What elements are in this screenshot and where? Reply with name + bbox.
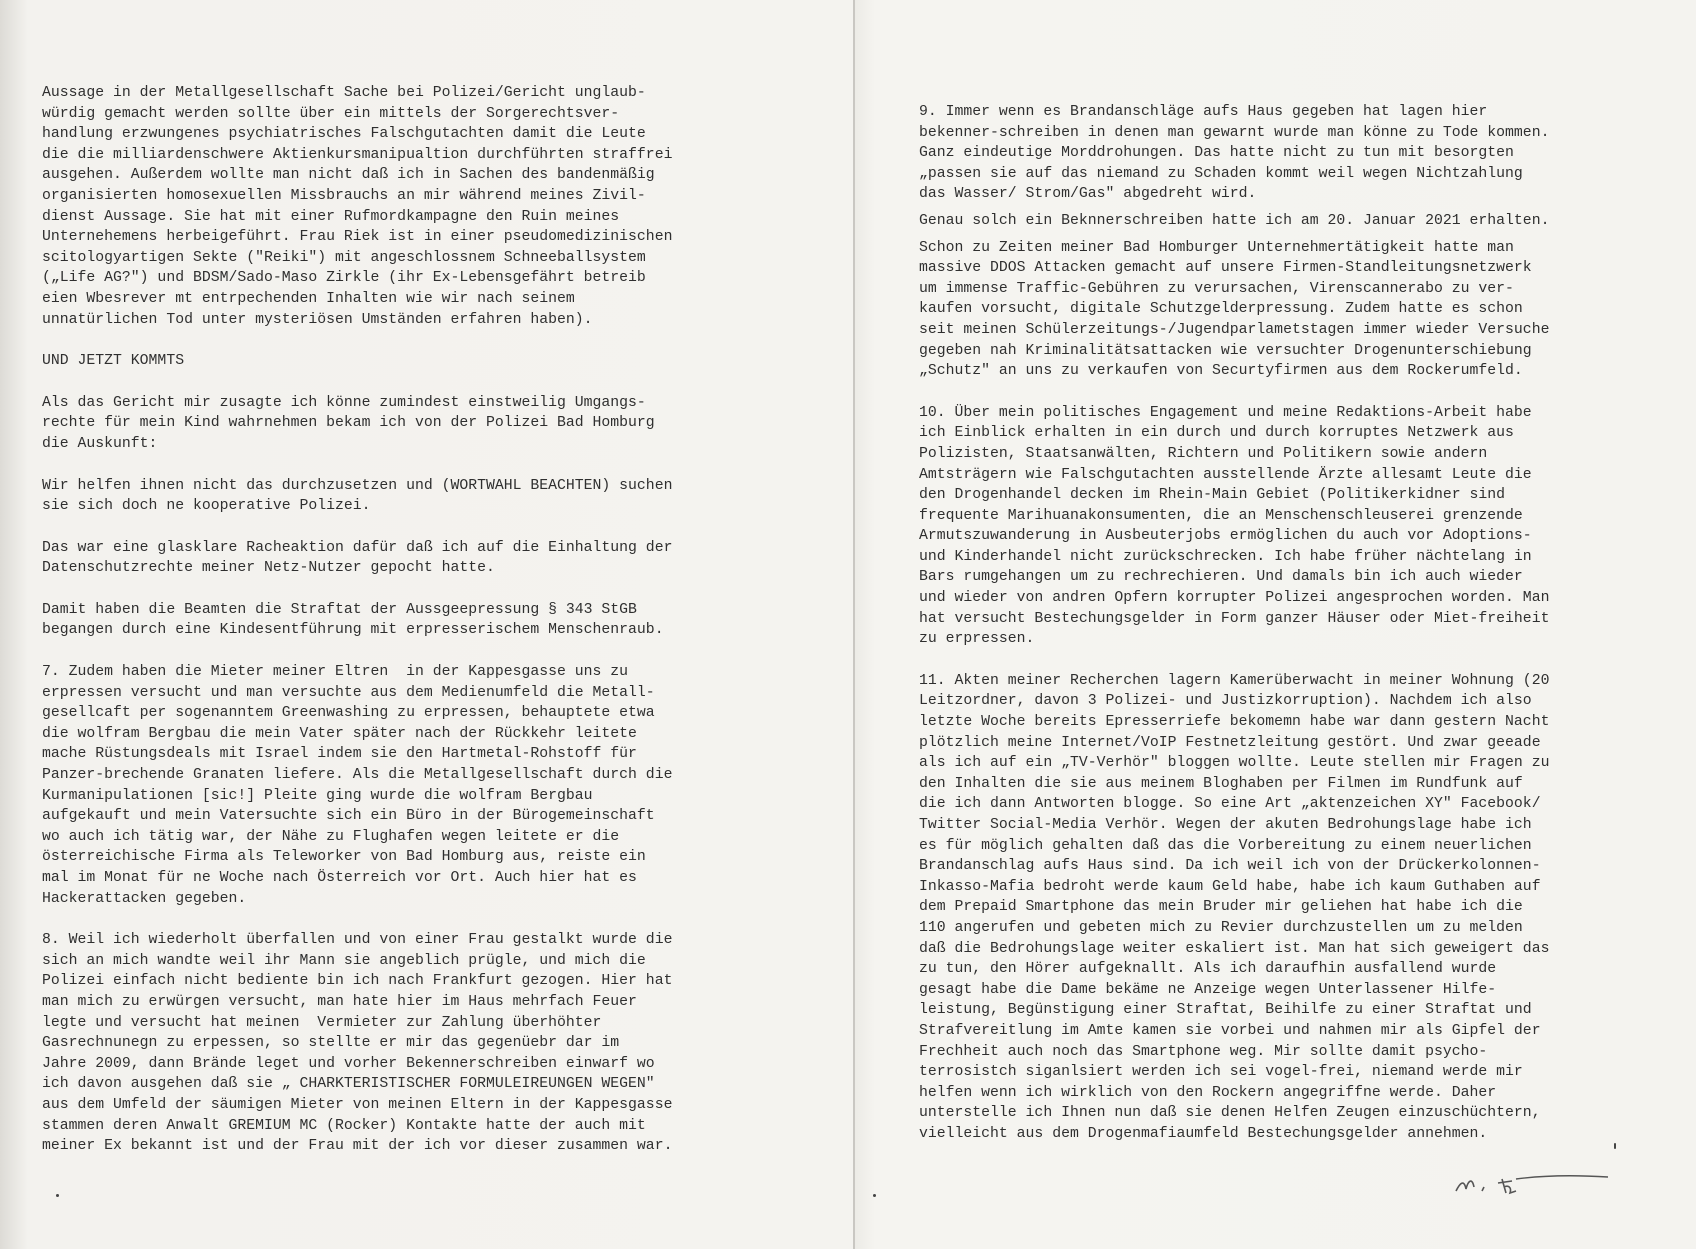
left-paragraph-statute: Damit haben die Beamten die Straftat der Aussgeepressung § 343 StGB begangen durch eine Kindesentführung mit erpresserischem Menschenraub.: [42, 601, 664, 639]
left-paragraph-point-7: 7. Zudem haben die Mieter meiner Eltren in der Kappesgasse uns zu erpressen versucht und man versuchte aus dem Medienumfeld die Metall- gesellcaft per sogenanntem Greenwashing zu erpressen, behauptete etwa die wolfram Bergbau die mein Vater später nach der Rückkehr leitete mache Rüstungsdeals mit Israel indem sie den Hartmetal-Rohstoff für Panzer-brechende Granaten liefere. Als die Metallgesellschaft durch die Kurmanipulationen [sic!] Pleite ging wurde die wolfram Bergbau aufgekauft und mein Vatersuchte sich ein Büro in der Bürogemeinschaft wo auch ich tätig war, der Nähe zu Flughafen wegen leitete er die österreichische Firma als Teleworker von Bad Homburg aus, reiste ein mal im Monat für ne Woche nach Österreich vor Ort. Auch hier hat es Hackerattacken gegeben.: [42, 664, 673, 907]
scan-speck: [873, 1194, 876, 1197]
right-paragraph-point-10: 10. Über mein politisches Engagement und meine Redaktions-Arbeit habe ich Einblick erhalten in ein durch und durch korruptes Netzwerk aus Polizisten, Staatsanwälten, Richtern und Politikern sowie andern Amtsträgern wie Falschgutachten ausstellende Ärzte allesamt Leute die den Drogenhandel decken im Rhein-Main Gebiet (Politikerkidner sind frequente Marihuanakonsumenten, die an Menschenschleuserei grenzende Armutszuwanderung in Ausbeuterjobs ermöglichen du auch vor Adoptions- und Kinderhandel nicht zurückschrecken. Ich habe früher nächtelang in Bars rumgehangen um zu rechrechieren. Und damals bin ich auch wieder und wieder von andren Opfern korrupter Polizei angesprochen worden. Man hat versucht Bestechungsgelder in Form ganzer Häuser oder Miet-freiheit zu erpressen.: [919, 404, 1550, 648]
left-paragraph-revenge: Das war eine glasklare Racheaktion dafür daß ich auf die Einhaltung der Datenschutzrechte meiner Netz-Nutzer gepocht hatte.: [42, 539, 673, 577]
right-paragraph-point-11: 11. Akten meiner Recherchen lagern Kamerüberwacht in meiner Wohnung (20 Leitzordner, davon 3 Polizei- und Justizkorruption). Nachdem ich also letzte Woche bereits Epresserriefe bekomemn habe war dann gestern Nacht plötzlich meine Internet/VoIP Festnetzleitung gestört. Und zwar geeade als ich auf ein „TV-Verhör" bloggen wollte. Leute stellen mir Fragen zu den Inhalten die sie aus meinem Bloghaben per Filmen im Rundfunk auf die ich dann Antworten blogge. So eine Art „aktenzeichen XY" Facebook/ Twitter Social-Media Verhör. Wegen der akuten Bedrohungslage habe ich es für möglich gehalten daß das die Vorbereitung zu einem neuerlichen Brandanschlag aufs Haus sind. Da ich weil ich von der Drückerkolonnen- Inkasso-Mafia bedroht werde kaum Geld habe, habe ich kaum Guthaben auf dem Prepaid Smartphone das mein Bruder mir geliehen hat habe ich die 110 angerufen und gebeten mich zu Revier durchzustellen um zu melden daß die Bedrohungslage weiter eskaliert ist. Man hat sich geweigert das zu tun, den Hörer aufgeknallt. Als ich daraufhin ausfallend wurde gesagt habe die Dame bekäme ne Anzeige wegen Unterlassener Hilfe- leistung, Begünstigung einer Straftat, Beihilfe zu einer Straftat und Strafvereitlung im Amte kamen sie vorbei und nahmen mir als Gipfel der Frechheit auch noch das Smartphone weg. Mir sollte damit psycho- terrosistch siganlsiert werden ich sei vogel-frei, niemand werde mir helfen wenn ich wirklich von den Rockern angegriffne werde. Daher unterstelle ich Ihnen nun daß sie denen Helfen Zeugen einzuschüchtern, vielleicht aus dem Drogenmafiaumfeld Bestechungsgelder annehmen.: [919, 672, 1550, 1142]
right-paragraph-point-9: 9. Immer wenn es Brandanschläge aufs Haus gegeben hat lagen hier bekenner-schreiben in denen man gewarnt wurde man könne zu Tode kommen. Ganz eindeutige Morddrohungen. Das hatte nicht zu tun mit besorgten „passen sie auf das niemand zu Schaden kommt weil wegen Nichtzahlung das Wasser/ Strom/Gas" abgedreht wird.: [919, 104, 1550, 203]
right-paragraph-ddos: Schon zu Zeiten meiner Bad Homburger Unternehmertätigkeit hatte man massive DDOS Attacken gemacht auf unsere Firmen-Standleitungsnetzwerk um immense Traffic-Gebühren zu verursachen, Virenscannerabo zu ver- kaufen vorsucht, digitale Schutzgelderpressung. Zudem hatte es schon seit meinen Schülerzeitungs-/Jugendparlametstagen immer wieder Versuche gegeben nah Kriminalitätsattacken wie versuchter Drogenunterschiebung „Schutz" an uns zu verkaufen von Securtyfirmen aus dem Rockerumfeld.: [919, 239, 1550, 380]
scan-speck: [56, 1194, 59, 1197]
left-paragraph-point-8: 8. Weil ich wiederholt überfallen und von einer Frau gestalkt wurde die sich an mich wandte weil ihr Mann sie angeblich prügle, und mich die Polizei einfach nicht bediente bin ich nach Frankfurt gezogen. Hier hat man mich zu erwürgen versucht, man hate hier im Haus mehrfach Feuer legte und versucht hat meinen Vermieter zur Zahlung überhöhter Gasrechnunegn zu erpessen, so stellte er mir das gegenüebr dar im Jahre 2009, dann Brände leget und vorher Bekennerschreiben einwarf wo ich davon ausgehen daß sie „ CHARKTERISTISCHER FORMULEIREUNGEN WEGEN" aus dem Umfeld der säumigen Mieter von meinen Eltern in der Kappesgasse stammen deren Anwalt GREMIUM MC (Rocker) Kontakte hatte der auch mit meiner Ex bekannt ist und der Frau mit der ich vor dieser zusammen war.: [42, 932, 673, 1155]
right-paragraph-letter-date: Genau solch ein Beknnerschreiben hatte ich am 20. Januar 2021 erhalten.: [919, 212, 1550, 229]
handwritten-signature: [1446, 1161, 1616, 1201]
left-paragraph-police-quote: Wir helfen ihnen nicht das durchzusetzen und (WORTWAHL BEACHTEN) suchen sie sich doch ne kooperative Polizei.: [42, 477, 673, 515]
heading-und-jetzt-kommts: UND JETZT KOMMTS: [42, 353, 185, 370]
scan-mark: [1614, 1143, 1616, 1149]
left-paragraph-1: Aussage in der Metallgesellschaft Sache bei Polizei/Gericht unglaub- würdig gemacht werden sollte über ein mittels der Sorgerechtsver- handlung erzwungenes psychiatrisches Falschgutachten damit die Leute die die milliardenschwere Aktienkursmanipualtion durchführten straffrei ausgehen. Außerdem wollte man nicht daß ich in Sachen des bandenmäßig organisierten homosexuellen Missbrauchs an mir während meines Zivil- dienst Aussage. Sie hat mit einer Rufmordkampagne den Ruin meines Unternehemens herbeigeführt. Frau Riek ist in einer pseudomedizinischen scitologyartigen Sekte ("Reiki") mit angeschlossnem Schneeballsystem („Life AG?") und BDSM/Sado-Maso Zirkle (ihr Ex-Lebensgefährt betreib eien Wbesrever mt entrpechenden Inhalten wie wir nach seinem unnatürlichen Tod unter mysteriösen Umständen erfahren haben).: [42, 85, 673, 328]
left-paragraph-court: Als das Gericht mir zusagte ich könne zumindest einstweilig Umgangs- rechte für mein Kind wahrnehmen bekam ich von der Polizei Bad Homburg die Auskunft:: [42, 394, 655, 452]
right-page: [855, 0, 1696, 1249]
